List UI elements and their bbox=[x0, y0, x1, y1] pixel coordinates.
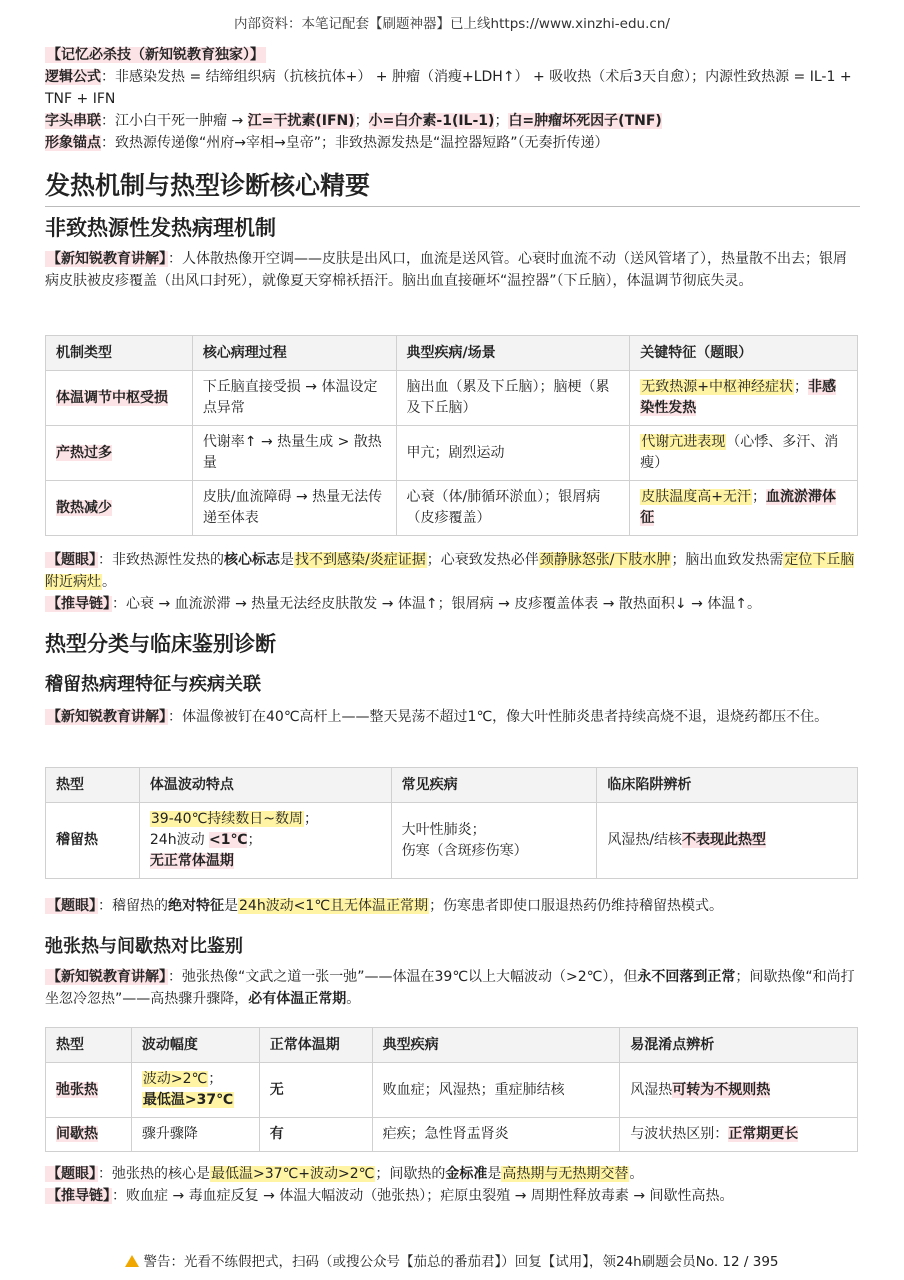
sec1-chain-tag: 【推导链】 bbox=[47, 596, 110, 612]
feature-sep: ； bbox=[793, 379, 808, 395]
table-row bbox=[46, 803, 858, 879]
sec2-explain-text: ：体温像被钉在40℃高杆上——整天晃荡不超过1℃，像大叶性肺炎患者持续高烧不退，退烧药都压不住。 bbox=[168, 709, 829, 725]
trap-text: 风湿热/结核 bbox=[607, 832, 683, 848]
eye-text: 是 bbox=[224, 898, 238, 914]
chain-b3: 白=肿瘤坏死因子(TNF) bbox=[508, 113, 662, 129]
sec2-eye-tag: 【题眼】 bbox=[47, 898, 96, 914]
table-header: 机制类型 bbox=[46, 336, 193, 371]
sec2-explain2-tag: 【新知锐教育讲解】 bbox=[47, 969, 166, 985]
mech-type: 产热过多 bbox=[56, 444, 112, 461]
table-row bbox=[46, 481, 858, 536]
sec1-eye-tag: 【题眼】 bbox=[47, 552, 96, 568]
amplitude-cell: 骤升骤降 bbox=[131, 1118, 259, 1152]
remittent-intermittent-table bbox=[45, 1027, 858, 1152]
fever-type: 间歇热 bbox=[56, 1126, 98, 1142]
sec2-explain-tag: 【新知锐教育讲解】 bbox=[47, 709, 166, 725]
mech-type: 体温调节中枢受损 bbox=[56, 389, 168, 406]
eye-text: ：非致热源性发热的 bbox=[98, 552, 224, 568]
mech-feature bbox=[630, 426, 858, 481]
page-header: 内部资料：本笔记配套【刷题神器】已上线https://www.xinzhi-edu.cn/ bbox=[234, 16, 670, 32]
fluct-text: 24h波动 bbox=[149, 832, 205, 848]
disease-cell: 疟疾；急性肾盂肾炎 bbox=[372, 1118, 620, 1152]
conf-text: 风湿热 bbox=[630, 1081, 673, 1098]
normal-period: 有 bbox=[259, 1118, 372, 1152]
fluct-sep: ； bbox=[247, 832, 262, 848]
conf-bold: 正常期更长 bbox=[728, 1126, 799, 1142]
subsection-remittent-intermittent: 弛张热与间歇热对比鉴别 bbox=[45, 936, 243, 957]
footer-text: 警告：光看不练假把式，扫码（或搜公众号【茄总的番茄君】）回复【试用】，领24h刷题会员No. 12 / 395 bbox=[143, 1254, 779, 1270]
eye-highlight: 颈静脉怒张/下肢水肿 bbox=[539, 552, 671, 568]
amp-highlight: 波动>2℃ bbox=[142, 1071, 208, 1087]
eye-highlight: 定位下丘脑附近病灶 bbox=[45, 552, 855, 590]
eye-text: 是 bbox=[280, 552, 294, 568]
logic-label: 逻辑公式 bbox=[45, 69, 101, 85]
sec1-chain-text: ：心衰 → 血流淤滞 → 热量无法经皮肤散发 → 体温↑；银屑病 → 皮疹覆盖体表 → 散热面积↓ → 体温↑。 bbox=[112, 596, 761, 612]
eye-highlight: 24h波动<1℃且无体温正常期 bbox=[239, 898, 429, 914]
table-row bbox=[46, 426, 858, 481]
table-header: 临床陷阱辨析 bbox=[597, 768, 858, 803]
trap-cell bbox=[597, 803, 858, 879]
chain-sep2: ； bbox=[494, 113, 509, 129]
fever-type: 稽留热 bbox=[46, 803, 140, 879]
chain-text: ：江小白干死一肿瘤 → bbox=[101, 113, 248, 129]
disease-cell: 败血症；风湿热；重症肺结核 bbox=[372, 1063, 620, 1118]
subsection-continuous-fever: 稽留热病理特征与疾病关联 bbox=[45, 674, 261, 695]
mech-disease: 甲亢；剧烈运动 bbox=[396, 426, 630, 481]
explain-text: 。 bbox=[346, 991, 361, 1007]
table-header: 核心病理过程 bbox=[192, 336, 396, 371]
eye-text: ；心衰致发热必伴 bbox=[426, 552, 539, 568]
eye-text: 。 bbox=[629, 1166, 644, 1182]
feature-highlight: 代谢亢进表现 bbox=[641, 434, 726, 450]
mechanism-table bbox=[45, 335, 858, 536]
sec2-eye2-tag: 【题眼】 bbox=[47, 1166, 96, 1182]
eye-text: 是 bbox=[487, 1166, 502, 1182]
feature-bold: 血流淤滞体征 bbox=[640, 489, 836, 526]
logic-text: ：非感染发热 = 结缔组织病（抗核抗体+） + 肿瘤（消瘦+LDH↑） + 吸收热（术后3天自愈）；内源性致热源 = IL-1 + TNF + IFN bbox=[45, 69, 852, 107]
table-header: 典型疾病/场景 bbox=[396, 336, 630, 371]
confusion-cell bbox=[620, 1118, 858, 1152]
amplitude-cell bbox=[131, 1063, 259, 1118]
fluctuation-cell bbox=[139, 803, 391, 879]
fluct-bold: <1℃ bbox=[209, 832, 248, 848]
eye-text: ：弛张热的核心是 bbox=[98, 1166, 210, 1182]
amp-highlight: 最低温>37℃ bbox=[142, 1092, 234, 1108]
disease-cell bbox=[391, 803, 597, 879]
explain-text: ；间歇热像“和尚打坐忽冷忽热”——高热骤升骤降， bbox=[45, 969, 855, 1007]
sec1-explain-text: ：人体散热像开空调——皮肤是出风口，血流是送风管。心衰时血流不动（送风管堵了），热量散不出去；银屑病皮肤被皮疹覆盖（出风口封死），就像夏天穿棉袄捂汗。脑出血直接砸坏“温控器”（下丘脑），体温调节彻底失灵。 bbox=[45, 251, 847, 289]
table-header: 常见疾病 bbox=[391, 768, 597, 803]
eye-highlight: 最低温>37℃+波动>2℃ bbox=[211, 1166, 375, 1182]
table-row bbox=[46, 371, 858, 426]
main-heading: 发热机制与热型诊断核心精要 bbox=[45, 166, 860, 207]
disease-text: 大叶性肺炎； bbox=[401, 821, 486, 838]
normal-period: 无 bbox=[259, 1063, 372, 1118]
feature-highlight: 无致热源+中枢神经症状 bbox=[641, 379, 793, 395]
table-header: 波动幅度 bbox=[131, 1028, 259, 1063]
mech-disease: 脑出血（累及下丘脑）；脑梗（累及下丘脑） bbox=[396, 371, 630, 426]
table-row bbox=[46, 1118, 858, 1152]
mech-process: 代谢率↑ → 热量生成 > 散热量 bbox=[192, 426, 396, 481]
conf-bold: 可转为不规则热 bbox=[672, 1081, 771, 1098]
disease-text: 伤寒（含斑疹伤寒） bbox=[401, 842, 528, 859]
eye-highlight: 高热期与无热期交替 bbox=[502, 1166, 629, 1182]
chain-b1: 江=干扰素(IFN) bbox=[247, 113, 355, 129]
chain-label: 字头串联 bbox=[45, 113, 101, 129]
chain-b2: 小=白介素-1(IL-1) bbox=[368, 113, 495, 129]
mech-type: 散热减少 bbox=[56, 499, 112, 516]
conf-text: 与波状热区别： bbox=[630, 1126, 729, 1142]
memory-block bbox=[45, 44, 860, 154]
sec1-explain-tag: 【新知锐教育讲解】 bbox=[47, 251, 166, 267]
sec2-chain-tag: 【推导链】 bbox=[47, 1188, 110, 1204]
anchor-label: 形象锚点 bbox=[45, 135, 101, 151]
eye-text: 。 bbox=[102, 574, 116, 590]
eye-highlight: 找不到感染/炎症证据 bbox=[295, 552, 426, 568]
section2-title: 热型分类与临床鉴别诊断 bbox=[45, 632, 276, 656]
table-header: 正常体温期 bbox=[259, 1028, 372, 1063]
feature-highlight: 皮肤温度高+无汗 bbox=[641, 489, 751, 505]
continuous-fever-table bbox=[45, 767, 858, 879]
anchor-text: ：致热源传递像“州府→宰相→皇帝”；非致热源发热是“温控器短路”（无奏折传递） bbox=[101, 135, 609, 151]
table-header: 热型 bbox=[46, 768, 140, 803]
fever-type: 弛张热 bbox=[56, 1081, 98, 1098]
table-row bbox=[46, 1063, 858, 1118]
eye-text: ：稽留热的 bbox=[98, 898, 168, 914]
eye-text: ；脑出血致发热需 bbox=[671, 552, 784, 568]
mech-process: 皮肤/血流障碍 → 热量无法传递至体表 bbox=[192, 481, 396, 536]
explain-bold: 必有体温正常期 bbox=[248, 991, 347, 1007]
explain-bold: 永不回落到正常 bbox=[637, 969, 736, 985]
table-header: 关键特征（题眼） bbox=[630, 336, 858, 371]
eye-text: ；间歇热的 bbox=[375, 1166, 446, 1182]
sec2-chain-text: ：败血症 → 毒血症反复 → 体温大幅波动（弛张热）；疟原虫裂殖 → 周期性释放毒素 → 间歇性高热。 bbox=[112, 1188, 734, 1204]
eye-text: ；伤寒患者即使口服退热药仍维持稽留热模式。 bbox=[429, 898, 724, 914]
table-header: 典型疾病 bbox=[372, 1028, 620, 1063]
fluct-highlight: 39-40℃持续数日~数周 bbox=[150, 811, 304, 827]
explain-text: ：弛张热像“文武之道一张一弛”——体温在39℃以上大幅波动（>2℃），但 bbox=[168, 969, 638, 985]
confusion-cell bbox=[620, 1063, 858, 1118]
eye-bold: 金标准 bbox=[445, 1166, 488, 1182]
amp-sep: ； bbox=[208, 1071, 223, 1087]
fluct-bold: 无正常体温期 bbox=[149, 853, 234, 869]
feature-sep: ； bbox=[751, 489, 766, 505]
table-header: 易混淆点辨析 bbox=[620, 1028, 858, 1063]
feature-sep: （心悸、多汗、消瘦） bbox=[640, 434, 839, 471]
table-header: 热型 bbox=[46, 1028, 132, 1063]
memory-tag: 【记忆必杀技（新知锐教育独家）】 bbox=[47, 47, 264, 63]
mech-feature bbox=[630, 371, 858, 426]
fluct-sep: ； bbox=[304, 811, 319, 827]
section1-title: 非致热源性发热病理机制 bbox=[45, 216, 276, 240]
mech-feature bbox=[630, 481, 858, 536]
warning-icon bbox=[125, 1255, 139, 1267]
mech-process: 下丘脑直接受损 → 体温设定点异常 bbox=[192, 371, 396, 426]
chain-sep1: ； bbox=[354, 113, 369, 129]
table-header: 体温波动特点 bbox=[139, 768, 391, 803]
mech-disease: 心衰（体/肺循环淤血）；银屑病（皮疹覆盖） bbox=[396, 481, 630, 536]
eye-bold: 核心标志 bbox=[224, 552, 280, 568]
trap-bold: 不表现此热型 bbox=[682, 832, 767, 848]
feature-bold: 非感染性发热 bbox=[640, 379, 836, 416]
page-footer bbox=[0, 1250, 904, 1270]
eye-bold: 绝对特征 bbox=[168, 898, 224, 914]
